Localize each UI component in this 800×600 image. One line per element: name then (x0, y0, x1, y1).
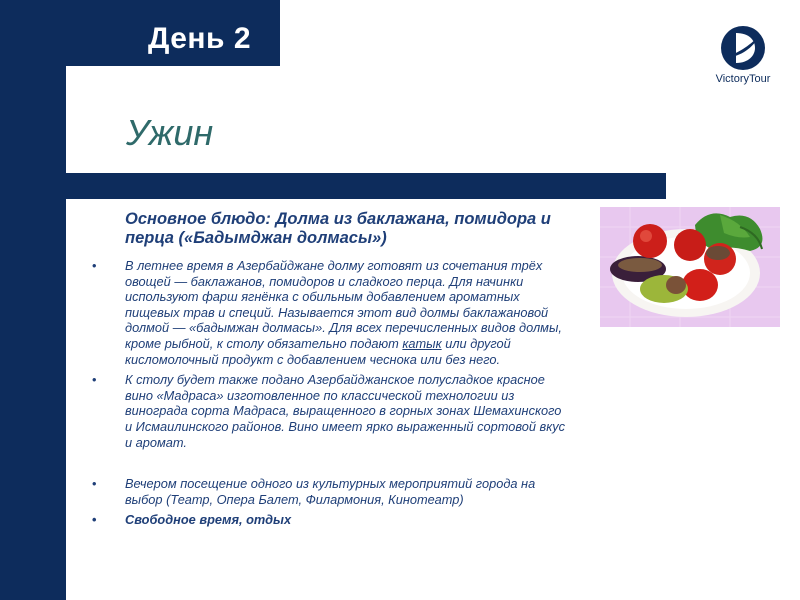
section-title: Ужин (126, 112, 214, 153)
logo-text: VictoryTour (715, 73, 771, 85)
bullet-icon: • (92, 476, 97, 492)
katyk-link[interactable]: катык (402, 335, 442, 351)
bullet-list (92, 258, 572, 528)
logo (708, 24, 778, 94)
bullet-text: или другой кисломолочный продукт с добавлением чеснока или без него. (125, 335, 511, 367)
bullet-text: В летнее время в Азербайджане долму готовят из сочетания трёх овощей — баклажанов, помидоров и сладкого перца. Для начинки используют фарш ягнёнка с обильным добавлением ароматных пищевых трав и специй. Называется этот вид долмы баклажановой долмой — «бадымжан долмасы». Для всех перечисленных видов долмы, кроме рыбной, к столу обязательно подают (125, 258, 562, 351)
bullet-icon: • (92, 258, 97, 273)
victorytour-logo-icon (719, 24, 767, 72)
dolma-plate-photo (600, 207, 780, 327)
list-item (92, 372, 572, 450)
bullet-text: К столу будет также подано Азербайджанское полусладкое красное вино «Мадраса» изготовленное по классической технологии из винограда сорта Мадраса, выращенного в горных зонах Шемахинского и Исмаилинского районов. Вино имеет ярко выраженный сортовой вкус и аромат. (125, 372, 566, 450)
day-label: День 2 (148, 22, 252, 55)
list-item (92, 258, 572, 367)
list-item (92, 476, 572, 507)
bullet-icon: • (92, 372, 97, 388)
bullet-text: Вечером посещение одного из культурных мероприятий города на выбор (Театр, Опера Балет, Филармония, Кинотеатр) (125, 476, 536, 507)
bullet-text: Свободное время, отдых (125, 512, 292, 528)
bullet-icon: • (92, 512, 97, 528)
dolma-plate-icon (600, 207, 780, 327)
navy-title-divider (0, 173, 666, 199)
navy-left-band (0, 0, 66, 600)
content (92, 210, 572, 533)
list-item (92, 512, 572, 528)
main-dish-heading: Основное блюдо: Долма из баклажана, помидора и перца («Бадымджан долмасы») (125, 210, 551, 247)
